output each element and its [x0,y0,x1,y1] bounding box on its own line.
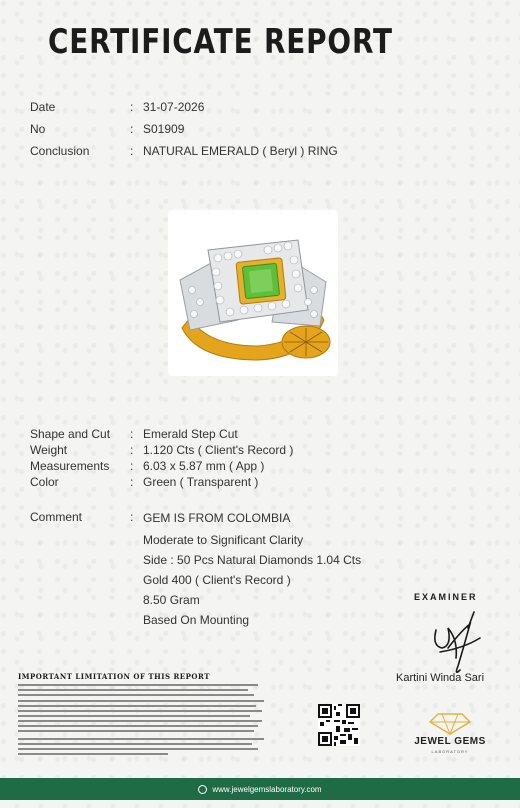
detail-separator: : [130,122,134,136]
examiner-signature [418,600,488,680]
limitation-text-block [18,738,268,758]
brand-logo [404,712,496,764]
spec-weight [30,442,293,458]
limitation-text-block [18,684,268,699]
spec-separator: : [130,443,134,457]
spec-value: Green ( Transparent ) [143,475,259,489]
limitation-text-block [18,700,268,720]
spec-label: Weight [30,443,68,457]
spec-value: 1.120 Cts ( Client's Record ) [143,443,294,457]
comment-line: Based On Mounting [143,613,250,627]
website-link[interactable]: www.jewelgemslaboratory.com [212,784,322,794]
brand-name: JEWEL GEMS [414,736,486,747]
brand-subtitle: LABORATORY [431,749,469,754]
limitation-title: IMPORTANT LIMITATION OF THIS REPORT [18,672,210,681]
ring-image [168,210,338,376]
detail-conclusion [30,140,338,162]
comment-line: Moderate to Significant Clarity [143,533,304,547]
spec-label: Shape and Cut [30,427,111,441]
comment-separator: : [130,510,134,524]
examiner-name: Kartini Winda Sari [396,672,485,684]
spec-shape-cut [30,426,293,442]
diamond-logo-icon [404,712,496,736]
spec-measurements [30,458,293,474]
spec-separator: : [130,459,134,473]
spec-separator: : [130,427,134,441]
ring-photo [168,210,338,376]
spec-color [30,474,293,490]
comment-line: Gold 400 ( Client's Record ) [143,573,291,587]
detail-label: Conclusion [30,144,90,158]
comment-line: 8.50 Gram [143,593,200,607]
comment-line: GEM IS FROM COLOMBIA [143,511,291,525]
limitation-text-block [18,720,268,735]
detail-label: Date [30,100,56,114]
detail-separator: : [130,100,134,114]
detail-label: No [30,122,46,136]
spec-value: 6.03 x 5.87 mm ( App ) [143,459,265,473]
spec-value: Emerald Step Cut [143,427,238,441]
comment-lines [143,510,403,630]
spec-label: Measurements [30,459,110,473]
comment-label: Comment [30,510,83,524]
details-section [30,96,338,162]
specs-section [30,426,293,490]
detail-value: 31-07-2026 [143,100,205,114]
detail-value: NATURAL EMERALD ( Beryl ) RING [143,144,338,158]
page-title: CERTIFICATE REPORT [48,22,393,62]
globe-icon [198,785,207,794]
examiner-label: EXAMINER [414,592,478,602]
footer-bar [0,778,520,800]
detail-number [30,118,338,140]
spec-label: Color [30,475,59,489]
detail-value: S01909 [143,122,185,136]
comment-line: Side : 50 Pcs Natural Diamonds 1.04 Cts [143,553,362,567]
detail-date [30,96,338,118]
qr-code-icon [318,704,360,746]
detail-separator: : [130,144,134,158]
spec-separator: : [130,475,134,489]
